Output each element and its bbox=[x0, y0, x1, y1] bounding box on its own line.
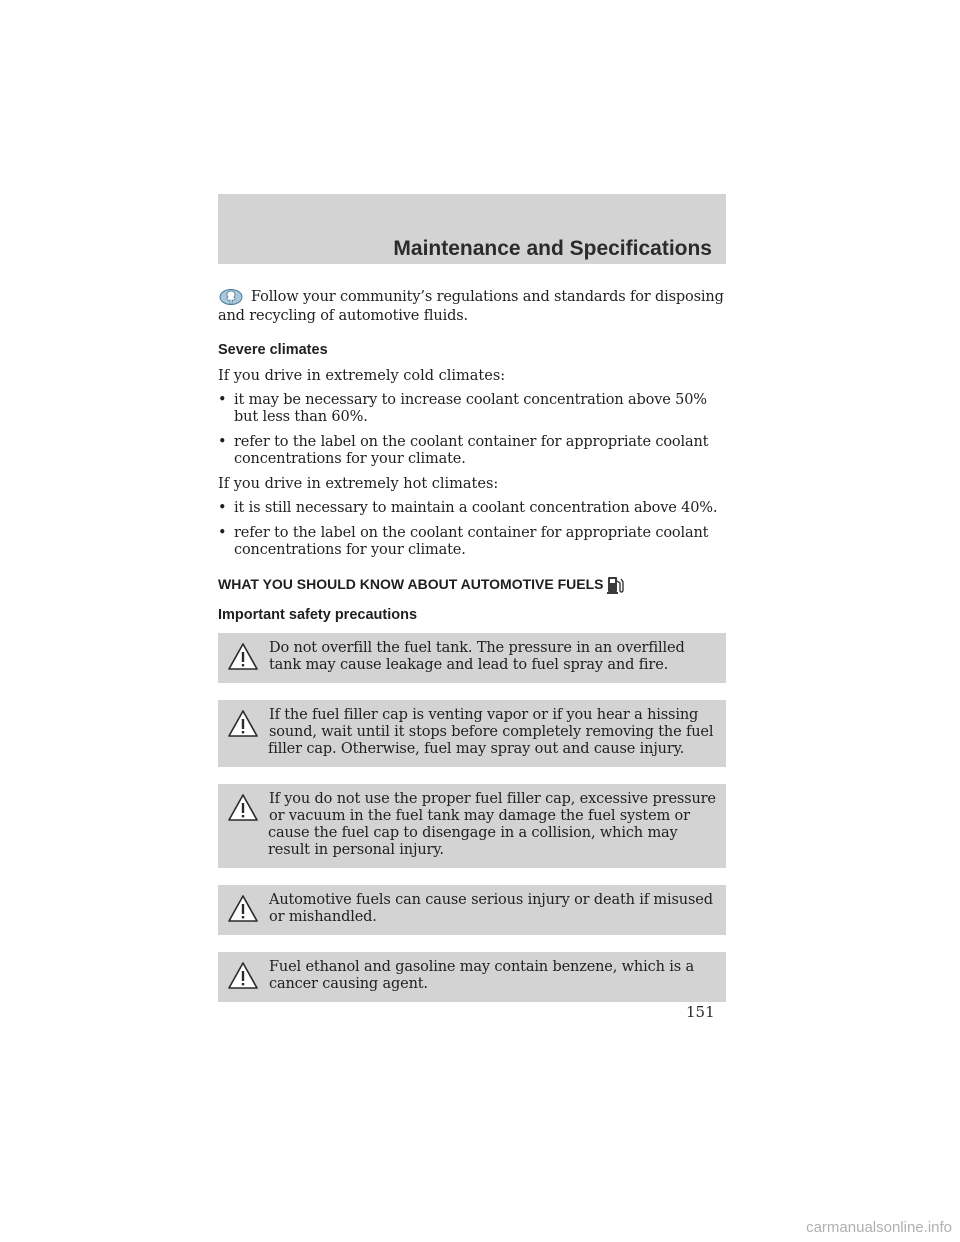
warning-box bbox=[218, 952, 726, 1002]
watermark: carmanualsonline.info bbox=[806, 1219, 952, 1236]
section-header-band bbox=[218, 194, 726, 264]
hot-climates-list bbox=[218, 500, 726, 559]
environment-note-text: Follow your community’s regulations and standards for disposing and recycling of automotive fluids. bbox=[218, 289, 724, 324]
list-item: • refer to the label on the coolant container for appropriate coolant concentrations for your climate. bbox=[218, 525, 709, 558]
environment-tree-icon bbox=[218, 288, 244, 308]
severe-climates-heading: Severe climates bbox=[218, 342, 328, 358]
cold-climates-list bbox=[218, 392, 726, 468]
warning-text: Automotive fuels can cause serious injury or death if misused or mishandled. bbox=[269, 892, 713, 925]
list-item: • refer to the label on the coolant container for appropriate coolant concentrations for your climate. bbox=[218, 434, 709, 467]
warning-text: If you do not use the proper fuel filler cap, excessive pressure or vacuum in the fuel tank may damage the fuel system or cause the fuel cap to disengage in a collision, which may result in personal injury. bbox=[268, 791, 716, 858]
warning-box bbox=[218, 633, 726, 683]
warning-triangle-icon bbox=[227, 642, 259, 672]
warning-text: Do not overfill the fuel tank. The pressure in an overfilled tank may cause leakage and lead to fuel spray and fire. bbox=[269, 640, 685, 673]
warning-triangle-icon bbox=[227, 793, 259, 823]
warning-box bbox=[218, 700, 726, 767]
fuels-heading bbox=[218, 573, 726, 595]
warning-text: Fuel ethanol and gasoline may contain benzene, which is a cancer causing agent. bbox=[269, 959, 694, 992]
warning-text: If the fuel filler cap is venting vapor or if you hear a hissing sound, wait until it stops before completely removing the fuel filler cap. Otherwise, fuel may spray out and cause injury. bbox=[268, 707, 714, 757]
page-content bbox=[218, 288, 726, 1019]
warning-triangle-icon bbox=[227, 961, 259, 991]
list-item: • it is still necessary to maintain a coolant concentration above 40%. bbox=[218, 500, 718, 516]
list-item: • it may be necessary to increase coolant concentration above 50% but less than 60%. bbox=[218, 392, 707, 425]
safety-precautions-heading: Important safety precautions bbox=[218, 607, 418, 623]
hot-climates-intro: If you drive in extremely hot climates: bbox=[218, 476, 499, 492]
warning-box bbox=[218, 885, 726, 935]
cold-climates-intro: If you drive in extremely cold climates: bbox=[218, 368, 506, 384]
section-title: Maintenance and Specifications bbox=[393, 237, 712, 260]
warning-box bbox=[218, 784, 726, 868]
fuels-heading-text: WHAT YOU SHOULD KNOW ABOUT AUTOMOTIVE FUELS bbox=[218, 576, 604, 592]
fuel-pump-icon bbox=[606, 573, 624, 595]
warning-triangle-icon bbox=[227, 709, 259, 739]
warning-triangle-icon bbox=[227, 894, 259, 924]
page-number: 151 bbox=[686, 1003, 715, 1021]
environment-note bbox=[218, 288, 726, 325]
